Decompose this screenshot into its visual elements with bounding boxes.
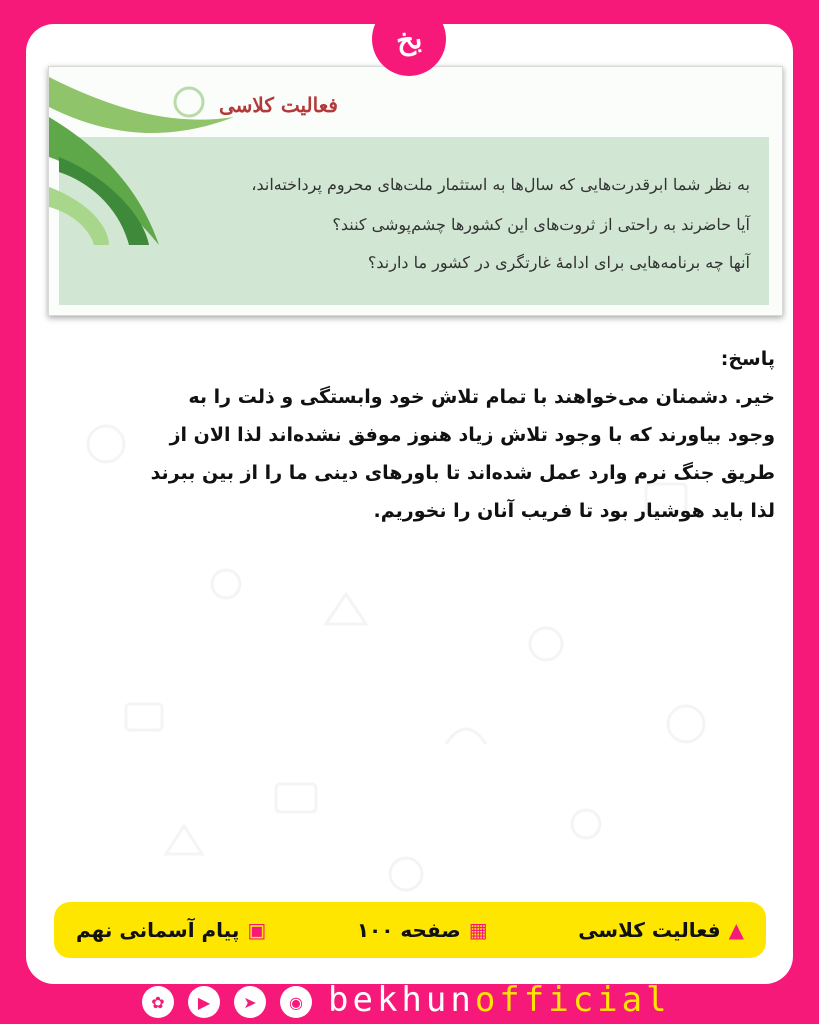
brand-part-a: bekhun — [328, 980, 475, 1020]
info-bar — [54, 902, 766, 958]
aparat-icon[interactable]: ✿ — [142, 986, 174, 1018]
brand-part-b: official — [474, 980, 671, 1020]
book-label: پیام آسمانی نهم — [76, 918, 240, 942]
logo-mark: بخ — [393, 20, 425, 58]
leaf-decoration-icon — [49, 67, 239, 247]
page-label: صفحه ۱۰۰ — [356, 918, 461, 942]
page-info — [357, 918, 488, 942]
open-book-icon: ▦ — [468, 918, 488, 942]
teacher-icon: ▲ — [728, 918, 744, 942]
answer-line: خیر. دشمنان می‌خواهند با تمام تلاش خود وابستگی و ذلت را به — [188, 386, 775, 408]
instagram-icon[interactable]: ◉ — [280, 986, 312, 1018]
book-question-line: آیا حاضرند به راحتی از ثروت‌های این کشورها چشم‌پوشی کنند؟ — [332, 215, 750, 234]
activity-info — [578, 918, 744, 942]
textbook-excerpt — [48, 66, 783, 316]
book-activity-title: فعالیت کلاسی — [219, 93, 338, 117]
answer-line: طریق جنگ نرم وارد عمل شده‌اند تا باورهای دینی ما را از بین ببرند — [150, 462, 775, 484]
bekhun-logo — [372, 2, 446, 76]
book-question-line: به نظر شما ابرقدرت‌هایی که سال‌ها به استثمار ملت‌های محروم پرداخته‌اند، — [251, 175, 750, 194]
graduation-cap-icon: ▣ — [247, 918, 267, 942]
telegram-icon[interactable]: ➤ — [234, 986, 266, 1018]
youtube-icon[interactable]: ▶ — [188, 986, 220, 1018]
book-question-line: آنها چه برنامه‌هایی برای ادامهٔ غارتگری در کشور ما دارند؟ — [367, 253, 750, 272]
answer-line: وجود بیاورند که با وجود تلاش زیاد هنوز موفق نشده‌اند لذا الان از — [169, 424, 775, 446]
answer-block — [45, 340, 775, 530]
brand-name[interactable] — [328, 980, 671, 1020]
answer-label: پاسخ: — [720, 348, 775, 370]
activity-label: فعالیت کلاسی — [578, 918, 721, 942]
answer-line: لذا باید هوشیار بود تا فریب آنان را نخوریم. — [373, 500, 775, 522]
book-info — [76, 918, 266, 942]
